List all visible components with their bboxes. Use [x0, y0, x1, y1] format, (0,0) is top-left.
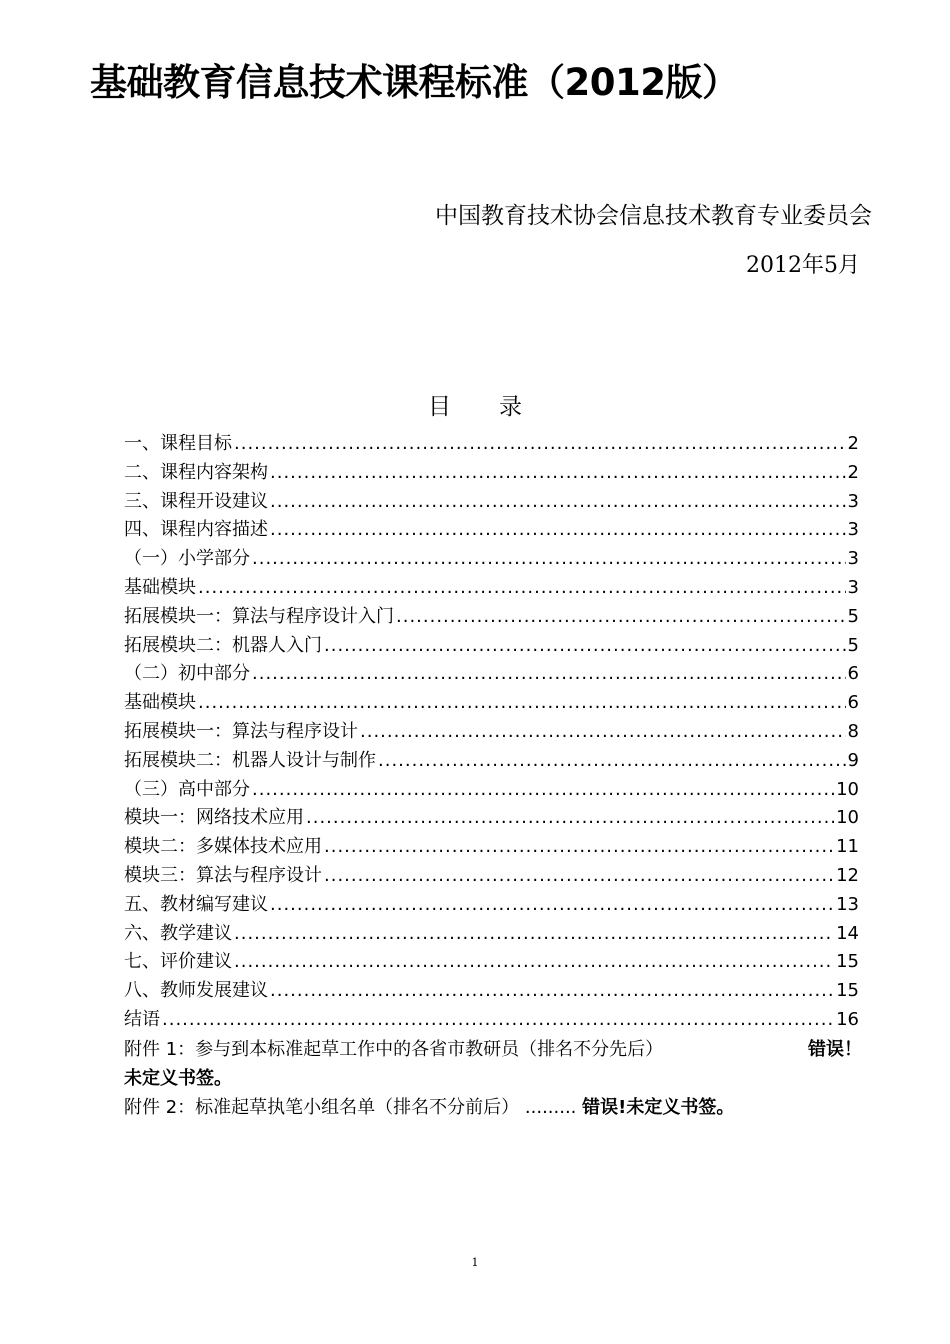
toc-entry-label: 六、教学建议 [124, 922, 232, 944]
appendix-2-leader: ......... [524, 1097, 577, 1118]
toc-entry-page-number: 10 [836, 807, 859, 829]
toc-entry-page-number: 15 [836, 951, 859, 973]
document-title: 基础教育信息技术课程标准（2012版） [90, 61, 739, 104]
toc-entry-label: 四、课程内容描述 [124, 519, 268, 541]
toc-entry[interactable] [124, 920, 859, 949]
toc-entry-label: 拓展模块二：机器人设计与制作 [124, 749, 376, 771]
toc-entry-label: 模块一：网络技术应用 [124, 807, 304, 829]
toc-entry[interactable] [124, 1006, 859, 1035]
toc-dot-leader [234, 948, 834, 977]
toc-entry-page-number: 6 [847, 663, 859, 685]
toc-entry-page-number: 3 [847, 519, 859, 541]
appendix-1-error-end: 未定义书签。 [124, 1068, 232, 1089]
toc-entry-label: 七、评价建议 [124, 951, 232, 973]
toc-entry[interactable] [124, 891, 859, 920]
toc-entry-page-number: 5 [847, 634, 859, 656]
toc-entry-page-number: 3 [847, 576, 859, 598]
toc-dot-leader [270, 459, 846, 488]
toc-dot-leader [306, 804, 834, 833]
table-of-contents [124, 430, 859, 1035]
toc-entry[interactable] [124, 833, 859, 862]
toc-entry-label: 八、教师发展建议 [124, 980, 268, 1002]
toc-entry-label: （一）小学部分 [124, 548, 250, 570]
toc-entry[interactable] [124, 430, 859, 459]
toc-dot-leader [396, 603, 846, 632]
toc-entry-label: 拓展模块二：机器人入门 [124, 634, 322, 656]
toc-entry[interactable] [124, 948, 859, 977]
toc-entry-page-number: 5 [847, 605, 859, 627]
toc-entry[interactable] [124, 776, 859, 805]
toc-entry[interactable] [124, 459, 859, 488]
toc-entry[interactable] [124, 660, 859, 689]
toc-entry-page-number: 11 [836, 836, 859, 858]
toc-entry-label: （三）高中部分 [124, 778, 250, 800]
appendix-2-entry[interactable] [124, 1093, 862, 1122]
toc-entry-label: 结语 [124, 1008, 160, 1030]
toc-entry-label: 基础模块 [124, 692, 196, 714]
toc-entry-page-number: 3 [847, 490, 859, 512]
toc-dot-leader [162, 1006, 834, 1035]
toc-entry-page-number: 15 [836, 980, 859, 1002]
toc-dot-leader [270, 891, 834, 920]
toc-entry-label: 模块二：多媒体技术应用 [124, 836, 322, 858]
toc-entry[interactable] [124, 632, 859, 661]
toc-entry[interactable] [124, 545, 859, 574]
toc-entry-label: 五、教材编写建议 [124, 893, 268, 915]
toc-entry-label: （二）初中部分 [124, 663, 250, 685]
toc-entry-page-number: 12 [836, 864, 859, 886]
toc-dot-leader [252, 545, 846, 574]
toc-entry-page-number: 13 [836, 893, 859, 915]
toc-entry-page-number: 8 [847, 720, 859, 742]
toc-entry-page-number: 6 [847, 692, 859, 714]
toc-dot-leader [360, 718, 846, 747]
toc-entry[interactable] [124, 689, 859, 718]
toc-dot-leader [270, 488, 846, 517]
toc-dot-leader [378, 747, 846, 776]
toc-entry[interactable] [124, 804, 859, 833]
toc-dot-leader [270, 516, 846, 545]
toc-entry-label: 三、课程开设建议 [124, 490, 268, 512]
toc-dot-leader [198, 574, 846, 603]
appendix-1-entry[interactable] [124, 1035, 862, 1093]
toc-entry[interactable] [124, 574, 859, 603]
toc-dot-leader [270, 977, 834, 1006]
toc-dot-leader [234, 920, 834, 949]
toc-entry[interactable] [124, 516, 859, 545]
toc-entry-page-number: 14 [836, 922, 859, 944]
toc-dot-leader [324, 632, 846, 661]
toc-heading: 目录 [428, 394, 570, 420]
toc-entry[interactable] [124, 747, 859, 776]
toc-entry-page-number: 3 [847, 548, 859, 570]
appendix-1-label: 附件 1：参与到本标准起草工作中的各省市教研员（排名不分先后） [124, 1039, 664, 1060]
toc-dot-leader [324, 862, 834, 891]
toc-entry-label: 基础模块 [124, 576, 196, 598]
toc-entry-page-number: 2 [847, 461, 859, 483]
toc-entry-page-number: 16 [836, 1008, 859, 1030]
toc-dot-leader [198, 689, 846, 718]
toc-dot-leader [252, 660, 846, 689]
publication-date: 2012年5月 [746, 253, 860, 278]
toc-entry-page-number: 9 [847, 749, 859, 771]
toc-entry[interactable] [124, 488, 859, 517]
toc-entry-label: 一、课程目标 [124, 433, 232, 454]
appendix-1-error-start: 错误！ [808, 1039, 862, 1060]
toc-entry[interactable] [124, 977, 859, 1006]
toc-entry-label: 拓展模块一：算法与程序设计入门 [124, 605, 394, 627]
toc-dot-leader [234, 430, 846, 459]
toc-entry[interactable] [124, 603, 859, 632]
toc-dot-leader [252, 776, 834, 805]
toc-entry[interactable] [124, 718, 859, 747]
appendix-2-error: 错误!未定义书签。 [582, 1097, 735, 1118]
appendix-2-label: 附件 2：标准起草执笔小组名单（排名不分前后） [124, 1097, 520, 1118]
toc-entry-label: 二、课程内容架构 [124, 461, 268, 483]
page-number: 1 [471, 1256, 479, 1269]
toc-entry-page-number: 2 [847, 433, 859, 454]
toc-entry-label: 拓展模块一：算法与程序设计 [124, 720, 358, 742]
toc-entry[interactable] [124, 862, 859, 891]
toc-entry-page-number: 10 [836, 778, 859, 800]
organization-name: 中国教育技术协会信息技术教育专业委员会 [435, 203, 872, 229]
toc-entry-label: 模块三：算法与程序设计 [124, 864, 322, 886]
toc-dot-leader [324, 833, 834, 862]
